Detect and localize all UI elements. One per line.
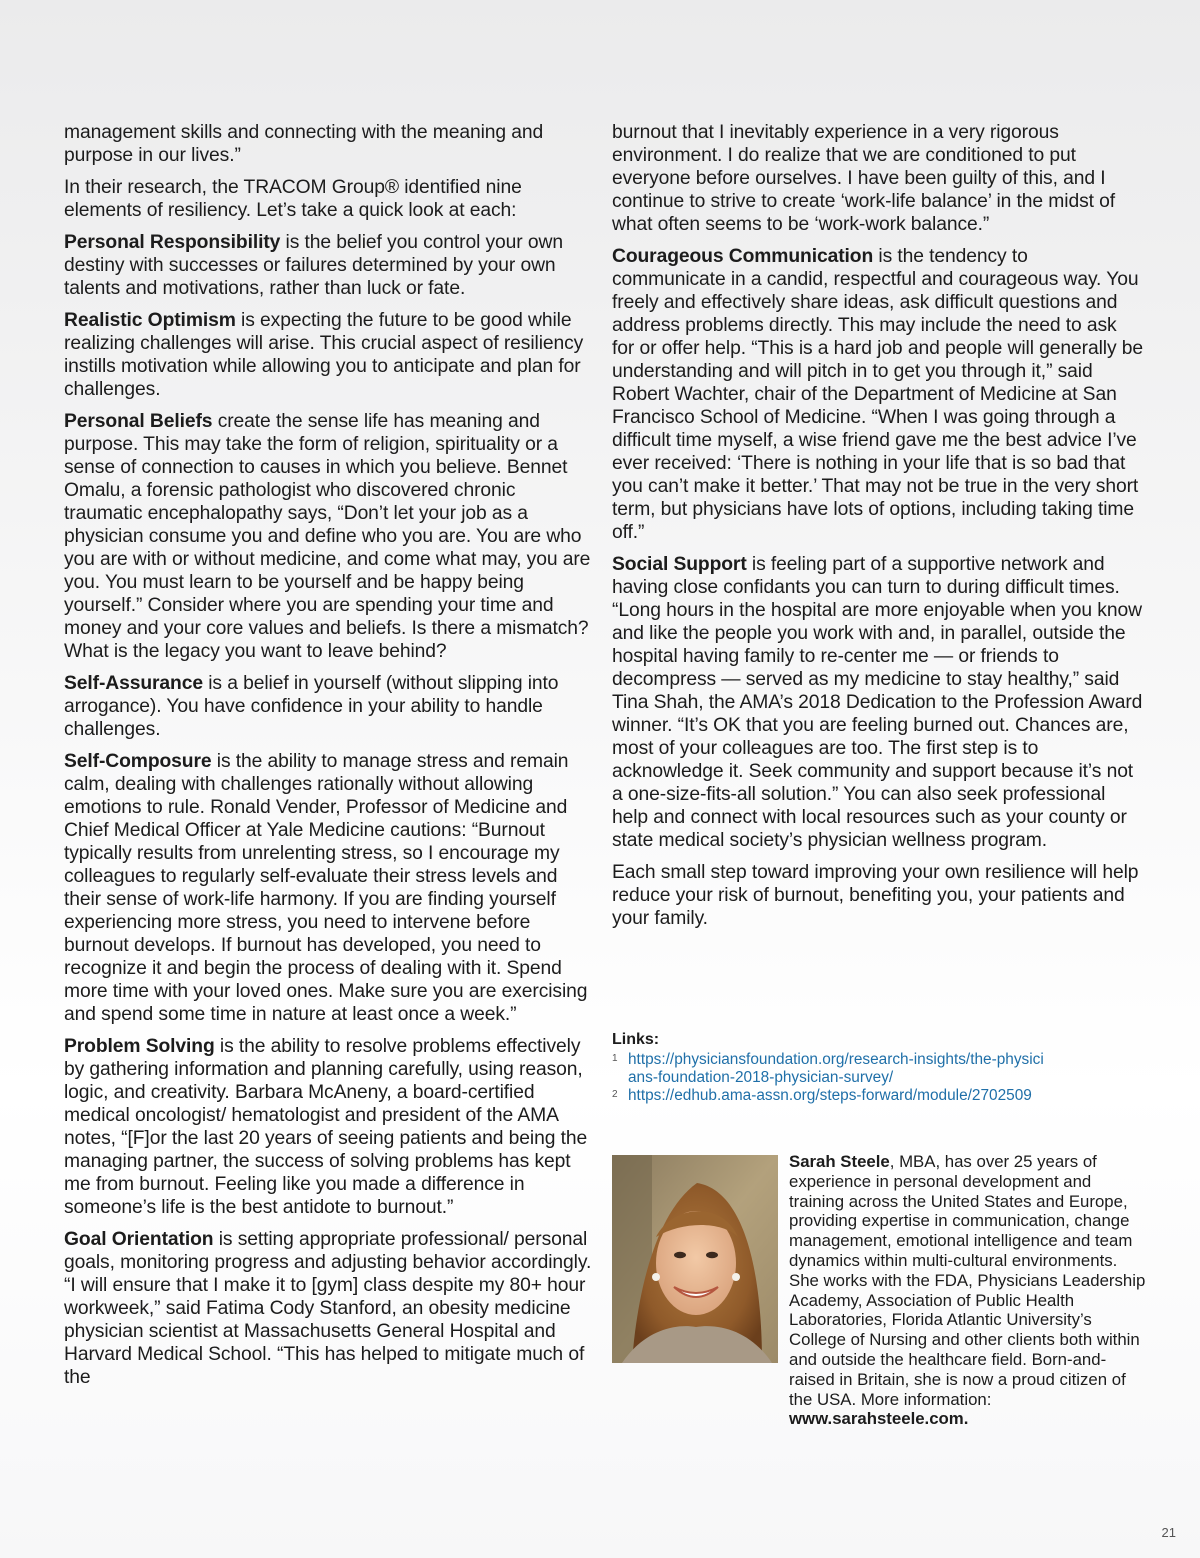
bio-paragraph: [789, 1152, 1149, 1429]
lead-realistic-optimism: Realistic Optimism: [64, 310, 236, 331]
lead-problem-solving: Problem Solving: [64, 1036, 215, 1057]
body-goal-orientation: is setting appropriate professional/ personal goals, monitoring progress and adjusting behavior accordingly. “I will ensure that I make it to [gym] class despite my 80+ hour workweek,” said Fatima Cody Stanford, an obesity medicine physician scientist at Massachusetts General Hospital and Harvard Medical School. “This has helped to mitigate much of the: [64, 1229, 592, 1388]
body-personal-responsibility: is the belief you control your own destiny with successes or failures determined by your own talents and motivations, rather than luck or fate.: [64, 232, 563, 299]
paragraph-realistic-optimism: [64, 309, 596, 401]
link-number-1: 1: [612, 1053, 618, 1064]
left-column: [64, 121, 596, 1398]
link-number-2: 2: [612, 1089, 618, 1100]
paragraph-personal-beliefs: [64, 410, 596, 663]
paragraph-tracom: In their research, the TRACOM Group® identified nine elements of resiliency. Let’s take a quick look at each:: [64, 177, 522, 221]
author-bio: [789, 1152, 1149, 1429]
lead-self-composure: Self-Composure: [64, 751, 212, 772]
author-photo: [612, 1155, 778, 1363]
lead-self-assurance: Self-Assurance: [64, 673, 203, 694]
paragraph-social-support: [612, 553, 1144, 852]
link-url-1[interactable]: https://physiciansfoundation.org/research-insights/the-physicians-foundation-2018-physician-survey/: [628, 1051, 1044, 1086]
paragraph-personal-responsibility: [64, 231, 596, 300]
body-self-composure: is the ability to manage stress and remain calm, dealing with challenges rationally without allowing emotions to rule. Ronald Vender, Professor of Medicine and Chief Medical Officer at Yale Medicine cautions: “Burnout typically results from unrelenting stress, so I encourage my colleagues to regularly self-evaluate their stress levels and their sense of work-life harmony. If you are finding yourself experiencing more stress, you need to intervene before burnout develops. If burnout has developed, you need to recognize it and begin the process of dealing with it. Spend more time with your loved ones. Make sure you are exercising and spend some time in nature at least once a week.”: [64, 751, 588, 1025]
body-realistic-optimism: is expecting the future to be good while realizing challenges will arise. This crucial aspect of resiliency instills motivation while allowing you to anticipate and plan for challenges.: [64, 310, 584, 400]
paragraph-closing: Each small step toward improving your own resilience will help reduce your risk of burnout, benefiting you, your patients and your family.: [612, 862, 1139, 929]
lead-courageous-communication: Courageous Communication: [612, 246, 874, 267]
paragraph-problem-solving: [64, 1035, 596, 1219]
paragraph-self-assurance: [64, 672, 596, 741]
body-self-assurance: is a belief in yourself (without slipping into arrogance). You have confidence in your ability to handle challenges.: [64, 673, 559, 740]
paragraph-goal-orientation: [64, 1228, 596, 1389]
body-social-support: is feeling part of a supportive network and having close confidants you can turn to during difficult times. “Long hours in the hospital are more enjoyable when you know and like the people you work with and, in parallel, outside the hospital having family to re-center me — or friends to decompress — served as my medicine to stay healthy,” said Tina Shah, the AMA’s 2018 Dedication to the Profession Award winner. “It’s OK that you are feeling burned out. Chances are, most of your colleagues are too. The first step is to acknowledge it. Seek community and support because it’s not a one-size-fits-all solution.” You can also seek professional help and connect with local resources such as your county or state medical society’s physician wellness program.: [612, 554, 1143, 851]
author-website-link[interactable]: www.sarahsteele.com.: [789, 1409, 969, 1429]
lead-goal-orientation: Goal Orientation: [64, 1229, 214, 1250]
link-item-1: [612, 1051, 1052, 1087]
bio-text: , MBA, has over 25 years of experience in personal development and training across the United States and Europe, providing expertise in communication, change management, emotional intelligence and team dynamics within multi-cultural environments. She works with the FDA, Physicians Leadership Academy, Association of Public Health Laboratories, Florida Atlantic University’s College of Nursing and other clients both within and outside the healthcare field. Born-and-raised in Britain, she is now a proud citizen of the USA. More information:: [789, 1152, 1146, 1409]
body-courageous-communication: is the tendency to communicate in a candid, respectful and courageous way. You freely and effectively share ideas, ask difficult questions and address problems directly. This may include the need to ask for or offer help. “This is a hard job and people will generally be understanding and will pitch in to get you through it,” said Robert Wachter, chair of the Department of Medicine at San Francisco School of Medicine. “When I was going through a difficult time myself, a wise friend gave me the best advice I’ve ever received: ‘There is nothing in your life that is so bad that you can’t make it better.’ That may not be true in the very short term, but physicians have lots of options, including taking time off.”: [612, 246, 1143, 543]
body-personal-beliefs: create the sense life has meaning and purpose. This may take the form of religion, spirituality or a sense of connection to causes in which you believe. Bennet Omalu, a forensic pathologist who discovered chronic traumatic encephalopathy says, “Don’t let your job as a physician consume you and define who you are. You are who you are with or without medicine, and come what may, you are you. You must learn to be yourself and be happy being yourself.” Consider where you are spending your time and money and your core values and beliefs. Is there a mismatch? What is the legacy you want to leave behind?: [64, 411, 591, 662]
right-column: [612, 121, 1144, 939]
lead-personal-beliefs: Personal Beliefs: [64, 411, 213, 432]
links-section: [612, 1031, 1052, 1105]
lead-social-support: Social Support: [612, 554, 747, 575]
paragraph-courageous-communication: [612, 245, 1144, 544]
link-item-2: [612, 1087, 1052, 1105]
author-name: Sarah Steele: [789, 1152, 890, 1171]
paragraph-intro-continued: management skills and connecting with the meaning and purpose in our lives.”: [64, 122, 544, 166]
body-problem-solving: is the ability to resolve problems effectively by gathering information and planning carefully, using reason, logic, and creativity. Barbara McAneny, a board-certified medical oncologist/ hematologist and president of the AMA notes, “[F]or the last 20 years of seeing patients and being the managing partner, the success of solving problems has kept me from burnout. Feeling like you made a difference in someone’s life is the best antidote to burnout.”: [64, 1036, 588, 1218]
page-number: 21: [1161, 1525, 1176, 1540]
links-heading: Links:: [612, 1031, 660, 1048]
paragraph-burnout-continued: burnout that I inevitably experience in a very rigorous environment. I do realize that we are conditioned to put everyone before ourselves. I have been guilty of this, and I continue to strive to create ‘work-life balance’ in the midst of what often seems to be ‘work-work balance.”: [612, 122, 1116, 235]
lead-personal-responsibility: Personal Responsibility: [64, 232, 281, 253]
paragraph-self-composure: [64, 750, 596, 1026]
link-url-2[interactable]: https://edhub.ama-assn.org/steps-forward/module/2702509: [628, 1087, 1032, 1104]
